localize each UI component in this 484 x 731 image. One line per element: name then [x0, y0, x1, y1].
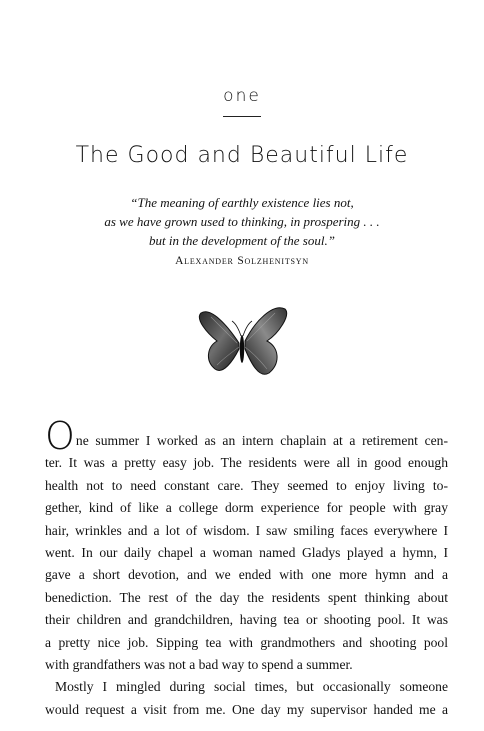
text-line: gether, kind of like a college dorm experience for people with gray	[45, 500, 448, 516]
text-line: Mostly I mingled during social times, but occasionally someone	[55, 679, 448, 695]
text-line: benediction. The rest of the day the residents spent thinking about	[45, 589, 448, 605]
epigraph	[0, 193, 484, 250]
text-line: would request a visit from me. One day my supervisor handed me a	[45, 701, 448, 717]
epigraph-line: “The meaning of earthly existence lies not,	[130, 195, 354, 210]
text-line: ter. It was a pretty easy job. The residents were all in good enough	[45, 455, 448, 471]
epigraph-line: as we have grown used to thinking, in prospering . . .	[104, 214, 380, 229]
butterfly-icon	[197, 303, 289, 383]
text-line: hair, wrinkles and a lot of wisdom. I saw smiling faces everywhere I	[45, 522, 448, 538]
drop-cap: O	[45, 414, 75, 458]
text-line: health not to need constant care. They seemed to enjoy living to-	[45, 477, 448, 493]
text-line: their children and grandchildren, having tea or shooting pool. It was	[45, 612, 448, 628]
text-line: a pretty nice job. Sipping tea with grandmothers and shooting pool	[45, 634, 448, 650]
text-line: went. In our daily chapel a woman named Gladys played a hymn, I	[45, 545, 448, 561]
text-line: with grandfathers was not a bad way to spend a summer.	[45, 657, 353, 673]
epigraph-line: but in the development of the soul.”	[149, 233, 335, 248]
chapter-rule	[223, 116, 261, 117]
text-line	[45, 414, 448, 458]
body-text	[45, 414, 448, 721]
chapter-title: The Good and Beautiful Life	[75, 143, 409, 168]
text-line-content: ne summer I worked as an intern chaplain at a retirement cen-	[75, 433, 448, 448]
epigraph-author: Alexander Solzhenitsyn	[175, 255, 309, 267]
text-line: gave a short devotion, and we ended with one more hymn and a	[45, 567, 448, 583]
chapter-number: one	[223, 86, 261, 106]
